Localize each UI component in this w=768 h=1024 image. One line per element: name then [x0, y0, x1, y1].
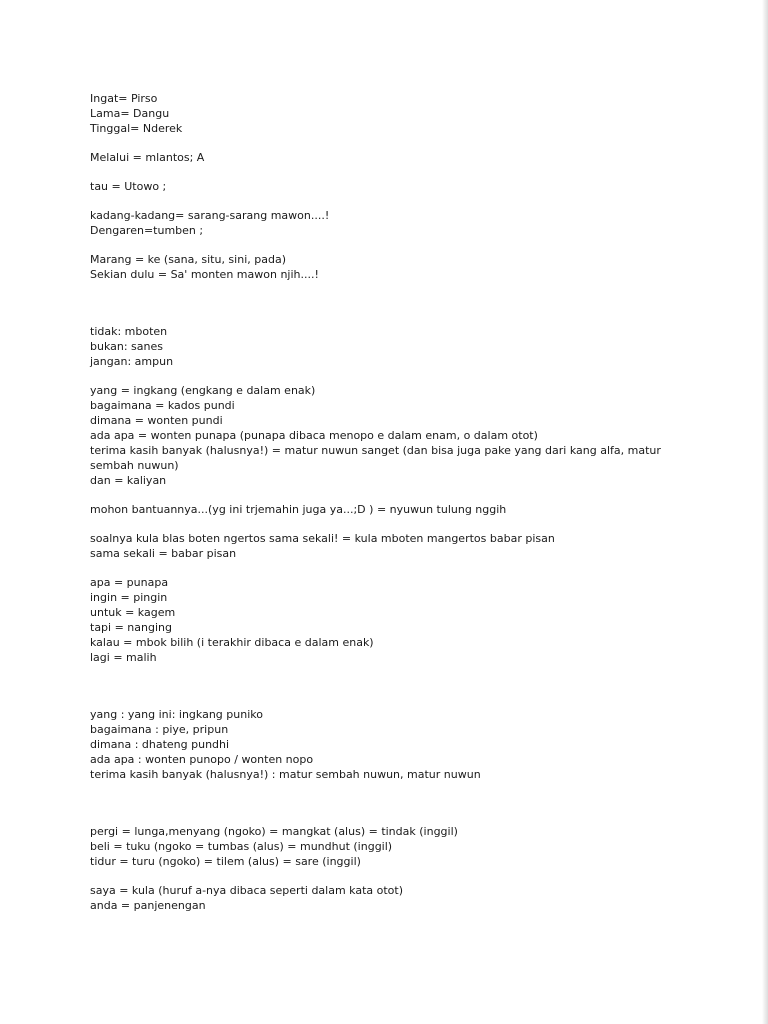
text-line: anda = panjenengan: [90, 899, 206, 912]
paragraph-gap: [90, 517, 670, 531]
paragraph-gap: [90, 679, 670, 693]
text-line: tapi = nanging: [90, 621, 172, 634]
paragraph-gap: [90, 165, 670, 179]
page-edge-shadow: [762, 0, 768, 1024]
text-line: dimana : dhateng pundhi: [90, 738, 230, 751]
text-line: dan = kaliyan: [90, 474, 167, 487]
text-line: bagaimana : piye, pripun: [90, 723, 229, 736]
text-line: mohon bantuannya...(yg ini trjemahin juga ya...;D ) = nyuwun tulung nggih: [90, 503, 507, 516]
text-line: tidak: mboten: [90, 325, 168, 338]
paragraph-gap: [90, 796, 670, 810]
text-line: yang = ingkang (engkang e dalam enak): [90, 384, 316, 397]
text-line: ada apa = wonten punapa (punapa dibaca menopo e dalam enam, o dalam otot): [90, 429, 538, 442]
paragraph-gap: [90, 810, 670, 824]
text-line: saya = kula (huruf a-nya dibaca seperti dalam kata otot): [90, 884, 404, 897]
text-line: sama sekali = babar pisan: [90, 547, 237, 560]
text-line: lagi = malih: [90, 651, 157, 664]
paragraph-gap: [90, 282, 670, 296]
text-line: tidur = turu (ngoko) = tilem (alus) = sare (inggil): [90, 855, 361, 868]
text-line: ada apa : wonten punopo / wonten nopo: [90, 753, 314, 766]
text-line: Melalui = mlantos; A: [90, 151, 205, 164]
text-line: bagaimana = kados pundi: [90, 399, 235, 412]
text-line: ingin = pingin: [90, 591, 168, 604]
text-line: Marang = ke (sana, situ, sini, pada): [90, 253, 286, 266]
text-line: tau = Utowo ;: [90, 180, 167, 193]
paragraph-gap: [90, 310, 670, 324]
text-line: terima kasih banyak (halusnya!) = matur nuwun sanget (dan bisa juga pake yang dari kang alfa, matur sembah nuwun): [90, 444, 661, 472]
paragraph-gap: [90, 136, 670, 150]
text-line: apa = punapa: [90, 576, 169, 589]
text-line: soalnya kula blas boten ngertos sama sekali! = kula mboten mangertos babar pisan: [90, 532, 555, 545]
text-line: untuk = kagem: [90, 606, 176, 619]
paragraph-gap: [90, 869, 670, 883]
text-line: Dengaren=tumben ;: [90, 224, 204, 237]
document-body: [90, 91, 670, 913]
text-line: dimana = wonten pundi: [90, 414, 223, 427]
text-line: Sekian dulu = Sa' monten mawon njih....!: [90, 268, 319, 281]
text-line: pergi = lunga,menyang (ngoko) = mangkat (alus) = tindak (inggil): [90, 825, 458, 838]
paragraph-gap: [90, 369, 670, 383]
text-line: kadang-kadang= sarang-sarang mawon....!: [90, 209, 330, 222]
text-line: Ingat= Pirso: [90, 92, 158, 105]
paragraph-gap: [90, 782, 670, 796]
text-line: beli = tuku (ngoko = tumbas (alus) = mundhut (inggil): [90, 840, 393, 853]
paragraph-gap: [90, 194, 670, 208]
paragraph-gap: [90, 488, 670, 502]
text-line: jangan: ampun: [90, 355, 174, 368]
text-line: bukan: sanes: [90, 340, 163, 353]
paragraph-gap: [90, 665, 670, 679]
paragraph-gap: [90, 296, 670, 310]
text-line: kalau = mbok bilih (i terakhir dibaca e dalam enak): [90, 636, 374, 649]
paragraph-gap: [90, 693, 670, 707]
text-line: terima kasih banyak (halusnya!) : matur sembah nuwun, matur nuwun: [90, 768, 481, 781]
text-line: Tinggal= Nderek: [90, 122, 183, 135]
paragraph-gap: [90, 561, 670, 575]
text-line: yang : yang ini: ingkang puniko: [90, 708, 263, 721]
paragraph-gap: [90, 238, 670, 252]
text-line: Lama= Dangu: [90, 107, 170, 120]
